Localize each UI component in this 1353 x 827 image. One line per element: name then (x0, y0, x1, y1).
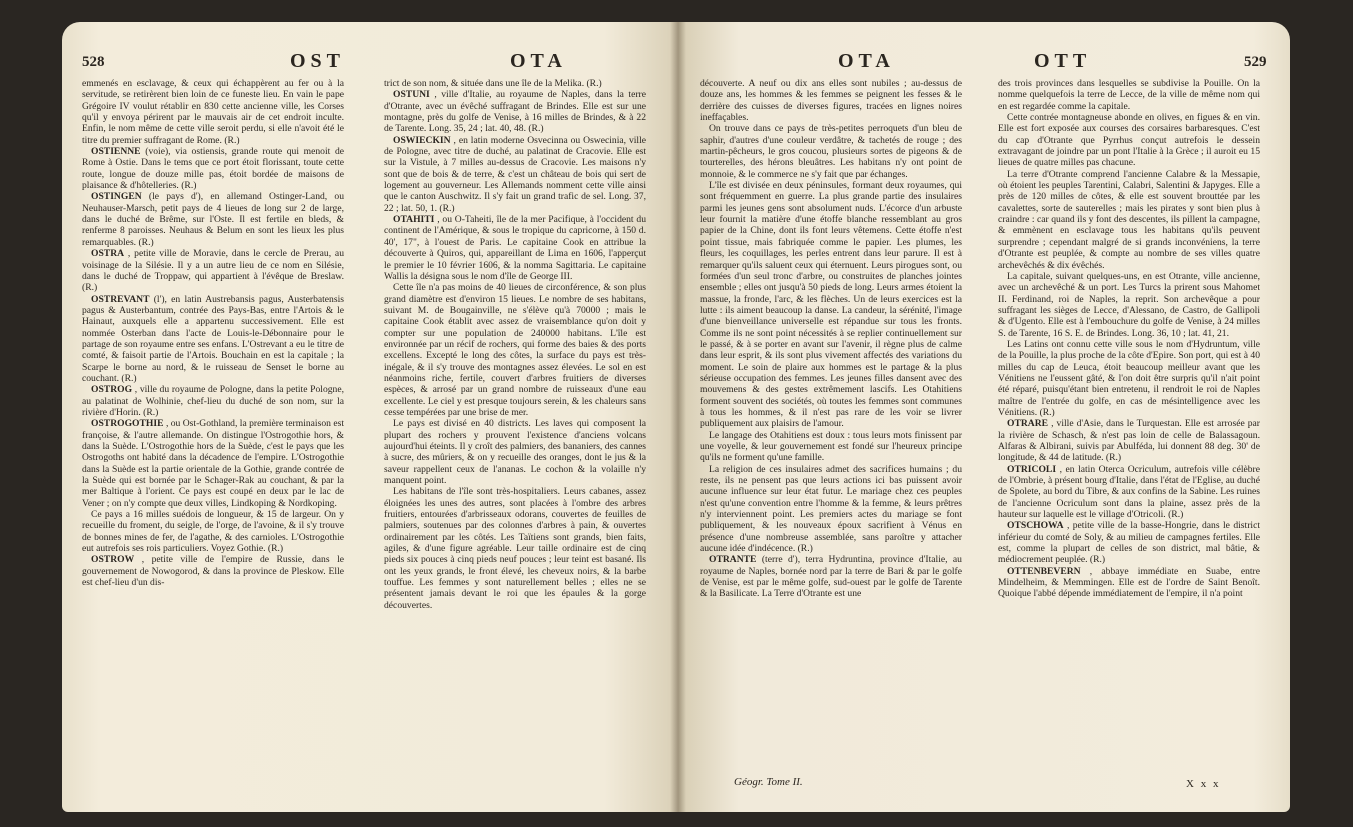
entry-paragraph (998, 520, 1260, 565)
entry-text: Les Latins ont connu cette ville sous le nom d'Hydruntum, ville de la Pouille, la plus proche de la côte d'Epire. Son port, qui est à 40 milles du cap de Leuca, étoit beaucoup meilleur avant que les Vénitiens ne l'eussent gâté, & l'on doit être surpris qu'il n'ait point été réparé, puisqu'étant bien entretenu, il rendroit le roi de Naples maître de l'entrée du golfe, en cas de mésintelligence avec les Vénitiens. (R.) (998, 338, 1260, 418)
entry-paragraph (700, 123, 962, 180)
left-page-header (62, 50, 678, 76)
entry-text: (voie), via ostiensis, grande route qui menoit de Rome à Ostie. Dans le tems que ce port étoit florissant, toute cette route, longue de douze mille pas, étoit bordée de maisons de plaisance & d'hôtelleries. (R.) (82, 146, 344, 192)
entry-paragraph (82, 191, 344, 248)
entry-text: (terre d'), terra Hydruntina, province d'Italie, au royaume de Naples, bornée nord par la terre de Bari & par le golfe de Venise, est par le même golfe, sud-ouest par le golfe de Tarente & la Basilicate. La Terre d'Otrante est une (700, 554, 962, 600)
entry-text: , abbaye immédiate en Suabe, entre Mindelheim, & Memmingen. Elle est de l'ordre de Saint Benoît. Quoique l'abbé dépende immédiatement de l'empire, il n'a point (998, 565, 1260, 600)
text-column-left (82, 78, 344, 788)
entry-paragraph (998, 169, 1260, 271)
entry-text: trict de son nom, & située dans une île de la Melika. (R.) (384, 78, 602, 89)
running-head: OST (290, 50, 346, 72)
entry-text: Le langage des Otahitiens est doux : tous leurs mots finissent par une voyelle, & leur gouvernement est fondé sur l'heureux principe qu'ils ne forment qu'une famille. (700, 429, 962, 464)
running-head: OTA (838, 50, 895, 72)
entry-paragraph (82, 509, 344, 554)
entry-headword: OTRARE (1007, 418, 1049, 430)
entry-paragraph (998, 566, 1260, 600)
entry-text: , ou Ost-Gothland, la première terminaison est françoise, & l'autre allemande. On distingue l'Ostrogothie hors, & dans la Suède. L'Ostrogothie hors de la Suède, c'est le pays que les Ostrogoths ont habité dans la décadence de l'empire. L'Ostrogothie dans la Suède est la partie orientale de la Gothie, grande contrée de la Suède qui est bornée par le Schager-Rak au couchant, & par la mer Baltique à l'orient. Ce pays est coupé en deux par le lac de Vener ; on n'y compte que deux villes, Lindkoping & Nordkoping. (82, 418, 344, 509)
right-page (678, 22, 1290, 812)
entry-text: , ville du royaume de Pologne, dans la petite Pologne, au palatinat de Wolhinie, chef-lieu du duché de son nom, sur la rivière d'Horin. (R.) (82, 384, 344, 418)
entry-paragraph (998, 464, 1260, 521)
entry-paragraph (998, 271, 1260, 339)
entry-text: , en latin moderne Osvecinna ou Osweciniа, ville de Pologne, avec titre de duché, au palatinat de Cracovie. Elle est sur la Vistule, à 7 milles au-dessus de Cracovie. Les maisons n'y sont que de bois & de terre, & c'est un château de bois qui sert de logement au gouverneur. Les Allemands nomment cette ville ainsi que le canton Auschwitz. Il s'y fait un grand trafic de sel. Long. 37, 22 ; lat. 50, 1. (R.) (384, 134, 646, 214)
entry-headword: OSTROG (91, 384, 133, 396)
entry-paragraph (998, 339, 1260, 418)
entry-paragraph (82, 554, 344, 588)
entry-text: , petite ville de l'empire de Russie, dans le gouvernement de Nowogorod, & dans la province de Pleskow. Elle est chef-lieu d'un dis- (82, 554, 344, 589)
entry-paragraph (82, 418, 344, 509)
entry-paragraph (82, 78, 344, 146)
entry-text: (l'), en latin Austrebansis pagus, Austerbatensis pagus & Austerbantum, contrée des Pays-Bas, entre l'Artois & le Hainaut, auxquels elle a appartenu successivement. Elle est nommée Osterban dans l'acte de Louis-le-Débonnaire pour le partage de son royaume entre ses enfans. L'Ostrevant a eu le titre de comté, & faisoit partie de l'Artois. Bouchain en est la capitale ; la Scarpe le borne au nord, & le ruisseau de Senset le borne au couchant. (R.) (82, 293, 344, 384)
entry-text: Cette île n'a pas moins de 40 lieues de circonférence, & son plus grand diamètre est d'environ 15 lieues. Le nombre de ses habitans, suivant M. de Bougainville, ne s'élève qu'à 70000 ; mais le capitaine Cook établit avec assez de vraisemblance qu'on doit y compter sur une population de 240000 habitans. L'île est environnée par un récif de rochers, qui forme des baies & des ports excellens. Excepté le long des côtes, la surface du pays est très-inégale, & il s'y trouve des montagnes assez élevées. Le sol en est néanmoins riche, fertile, couvert d'arbres fruitiers de diverses espèces, & arrosé par un grand nombre de ruisseaux d'une eau excellente. Le ciel y est presque toujours serein, & les chaleurs sans cesse tempérées par une brise de mer. (384, 282, 646, 418)
entry-text: , en latin Oterca Ocriculum, autrefois ville célèbre de l'Ombrie, à présent bourg d'Italie, dans l'état de l'Eglise, au duché de Spolete, au bord du Tibre, & aux confins de la Sabine. Les ruines de l'ancienne Ocriculum sont dans la plaine, assez près de la hauteur sur laquelle est le village d'Otricoli. (R.) (998, 463, 1260, 521)
footer-volume: Géogr. Tome II. (734, 776, 803, 788)
running-head: OTT (1034, 50, 1092, 72)
entry-paragraph (998, 78, 1260, 112)
entry-headword: OTSCHOWA (1007, 520, 1064, 532)
entry-paragraph (82, 248, 344, 293)
entry-text: Cette contrée montagneuse abonde en olives, en figues & en vin. Elle est fort exposée aux courses des corsaires barbaresques. C'est du cap d'Otrante que Pyrrhus conçut autrefois le dessein extravagant de joindre par un pont l'Italie à la Grèce ; il auroit eu 15 lieues de quatre milles pas chacune. (998, 112, 1260, 169)
entry-headword: OSTROGOTHIE (91, 418, 164, 430)
entry-headword: OSTREVANT (91, 293, 150, 305)
entry-text: La terre d'Otrante comprend l'ancienne Calabre & la Messapie, où étoient les peuples Tarentini, Calabri, Salentini & Japyges. Elle a près de 120 milles de côtes, & elle est souvent brouttée par les cavalettes, sorte de sauterelles ; mais les pirates y sont bien plus à craindre : car quand ils y font des descentes, ils pillent la campagne, & emmènent en esclavage tous les habitans qu'ils peuvent surprendre ; cependant malgré de si grands inconvéniens, la terre d'Otrante est peuplée, & compte au nombre de ses villes quatre archevêchés & dix évêchés. (998, 168, 1260, 271)
entry-headword: OSTROW (91, 554, 135, 566)
signature-mark: X x x (1186, 778, 1221, 790)
page-number: 528 (82, 54, 105, 70)
entry-text: découverte. A neuf ou dix ans elles sont nubiles ; au-dessus de douze ans, les hommes & les femmes se peignent les fesses & le derrière des cuisses de diverses figures, tracées en lignes noires ineffaçables. (700, 78, 962, 124)
entry-text: des trois provinces dans lesquelles se subdivise la Pouille. On la nomme quelquefois la terre de Lecce, de la ville de même nom qui en est regardée comme la capitale. (998, 78, 1260, 112)
entry-headword: OSWIECKIN (393, 134, 451, 146)
entry-paragraph (700, 180, 962, 430)
left-page (62, 22, 678, 812)
entry-paragraph (700, 78, 962, 123)
entry-text: Les habitans de l'île sont très-hospitaliers. Leurs cabanes, assez éloignées les unes des autres, sont placées à l'ombre des arbres fruitiers, entourées d'arbrisseaux odorans, couvertes de feuilles de palmiers, soutenues par des colonnes d'arbres à pain, & ouvertes ordinairement par les côtés. Les Taïtiens sont grands, bien faits, agiles, & d'une figure agréable. Leur taille ordinaire est de cinq pieds six pouces à cinq pieds neuf pouces ; leur teint est basané. Ils ont les yeux grands, le front élevé, les cheveux noirs, & la barbe touffue. Les femmes y sont naturellement belles ; elles ne se présentent jamais devant le roi que les épaules & la gorge découvertes. (384, 486, 646, 611)
page-number: 529 (1244, 54, 1267, 70)
entry-text: On trouve dans ce pays de très-petites perroquets d'un bleu de saphir, d'autres d'une couleur verdâtre, & tachetés de rouge ; des martin-pêcheurs, le gros coucou, plusieurs sortes de pigeons & de tourterelles, des hérons bleuâtres. Les habitans n'y ont point de monnoie, & le commerce ne s'y fait que par échanges. (700, 123, 962, 180)
running-head: OTA (510, 50, 567, 72)
entry-paragraph (700, 430, 962, 464)
entry-text: , petite ville de Moravie, dans le cercle de Prerau, au voisinage de la Silésie. Il y a un autre lieu de ce nom en Silésie, dans le duché de Troppaw, qui appartient à l'évêque de Breslaw. (R.) (82, 248, 344, 294)
entry-headword: OSTIENNE (91, 146, 141, 158)
entry-paragraph (82, 384, 344, 418)
entry-text: Le pays est divisé en 40 districts. Les laves qui composent la plupart des rochers y prouvent l'existence d'anciens volcans aujourd'hui éteints. Il y croît des palmiers, des bananiers, des cannes à sucre, des mûriers, & on y recueille des oranges, dont le jus & la saveur rappellent ceux de l'ananas. Le cochon & la volaille n'y manquent point. (384, 418, 646, 487)
entry-paragraph (998, 112, 1260, 169)
entry-headword: OSTUNI (393, 89, 430, 101)
entry-headword: OTRICOLI (1007, 463, 1057, 475)
right-page-header (678, 50, 1290, 76)
entry-paragraph (700, 554, 962, 599)
entry-paragraph (384, 135, 646, 214)
entry-text: , ville d'Asie, dans le Turquestan. Elle est arrosée par la rivière de Schasch, & n'est pas loin de celle de Balassagoun. Alfaras & Albirani, suivis par Abulféda, lui donnent 88 deg. 30' de longitude, & 44 de latitude. (R.) (998, 418, 1260, 464)
entry-paragraph (384, 89, 646, 134)
book-gutter (670, 22, 686, 812)
entry-paragraph (384, 78, 646, 89)
entry-paragraph (384, 214, 646, 282)
entry-text: L'île est divisée en deux péninsules, formant deux royaumes, qui sont fréquemment en guerre. La plus grande partie des insulaires parmi les jeunes gens sont absolument nuds. L'écorce d'un arbuste leur fournit la matière d'une étoffe blanche ressemblant au gros papier de la Chine, dont ils font leurs vêtemens. Cette étoffe n'est point tissue, mais fabriquée comme le papier. Les plumes, les fleurs, les coquillages, les perles entrent dans leur parure. Il est à remarquer qu'ils saluent ceux qui éternuent. Leurs pirogues sont, ou formées d'un seul tronc d'arbre, ou construites de planches jointes ensemble ; elles ont jusqu'à 50 pieds de long. Leurs armes étoient la massue, la fronde, l'arc, & les flèches. Un de leurs exercices est la lutte : ils aiment beaucoup la danse. La candeur, la sérénité, l'image d'une bienveillance universelle est répandue sur tous les fronts. Comme ils ne sont point nécessités à se replier continuellement sur le passé, & à se porter en avant sur l'avenir, il règne plus de calme dans leur esprit, & ils sont plus vivement affectés des variations du moment. Le soin de plaire aux hommes est le partage & la plus sérieuse occupation des femmes. Les jeunes filles dansent avec des mouvemens & des gestes extrêmement lascifs. Les Otahitiens forment souvent des sociétés, où toutes les femmes sont communes à tous les hommes, & il n'est pas rare de les voir se livrer publiquement aux plaisirs de l'amour. (700, 180, 962, 430)
entry-headword: OTAHITI (393, 214, 435, 226)
entry-headword: OTRANTE (709, 554, 757, 566)
entry-paragraph (384, 486, 646, 611)
entry-paragraph (384, 282, 646, 418)
entry-text: La religion de ces insulaires admet des sacrifices humains ; du reste, ils ne pensent pas que leurs actions ici bas puissent avoir aucune influence sur leur état futur. Le mariage chez ces peuples n'est qu'une convention entre l'homme & la femme, & leurs prêtres n'y interviennent point. Les premiers actes du mariage se font publiquement, & les nouveaux époux sacrifient à Vénus en présence d'une nombreuse assemblée, sans paroître y attacher aucune idée d'indécence. (R.) (700, 463, 962, 555)
entry-headword: OSTINGEN (91, 191, 142, 203)
entry-paragraph (384, 418, 646, 486)
text-column-left (700, 78, 962, 772)
entry-headword: OTTENBEVERN (1007, 565, 1081, 577)
entry-text: , ou O-Taheiti, île de la mer Pacifique, à l'occident du continent de l'Amérique, & sous le tropique du capricorne, à 150 d. 40', 17", à l'ouest de Paris. Le capitaine Cook en attribue la découverte à Quiros, qui, appareillant de Lima en 1606, l'apperçut le premier le 10 février 1606, & la nomma Sagittaria. Le capitaine Wallis la désigna sous le nom d'île de George III. (384, 214, 646, 282)
entry-text: (le pays d'), en allemand Ostinger-Land, ou Neuhauser-Marsch, petit pays de 4 lieues de long sur 2 de large, dans le duché de Brême, sur l'Oste. Il est fertile en bleds, & renferme 8 paroisses. Neuhaus & Belum en sont les lieux les plus remarquables. (R.) (82, 191, 344, 248)
entry-paragraph (82, 294, 344, 385)
entry-paragraph (82, 146, 344, 191)
entry-text: , ville d'Italie, au royaume de Naples, dans la terre d'Otrante, avec un évêché suffragant de Brindes. Elle est sur une montagne, près du golfe de Venise, à 16 milles de Brindes, & à 22 de Tarente. Long. 35, 24 ; lat. 40, 48. (R.) (384, 89, 646, 135)
entry-text: Ce pays a 16 milles suédois de longueur, & 15 de largeur. On y recueille du froment, du seigle, de l'orge, de l'avoine, & il s'y trouve de bonnes mines de fer, de l'agathe, & des carnioles. L'Ostrogothie eut autrefois ses rois particuliers. Voyez Gothie. (R.) (82, 509, 344, 555)
entry-headword: OSTRA (91, 248, 125, 260)
entry-text: La capitale, suivant quelques-uns, en est Otrante, ville ancienne, avec un archevêché & un port. Les Turcs la prirent sous Mahomet II. Ferdinand, roi de Naples, la reprit. Son archevêque a pour suffragant les sièges de Lecce, d'Alessano, de Castro, de Gallipoli & d'Ugento. Elle est à l'embouchure du golfe de Venise, à 24 milles S. de Tarente, 16 S. E. de Brindes. Long. 36, 10 ; lat. 41, 21. (998, 270, 1260, 339)
entry-text: , petite ville de la basse-Hongrie, dans le district inférieur du comté de Soly, & au milieu de campagnes fertiles. Elle est, comme la plupart de celles de son district, mal bâtie, & médiocrement peuplée. (R.) (998, 520, 1260, 566)
entry-paragraph (998, 418, 1260, 463)
text-column-right (384, 78, 646, 788)
text-column-right (998, 78, 1260, 774)
entry-text: emmenés en esclavage, & ceux qui échappèrent au fer ou à la servitude, se retirèrent bien loin de ce funeste lieu. En vain le pape Grégoire IV voulut rétablir en 830 cette ancienne ville, les Corses qu'il y envoya périrent par le mauvais air de cet endroit inculte. Enfin, le nom même de cette ville seroit perdu, si elle n'avoit été le titre du premier suffragant de Rome. (R.) (82, 78, 344, 146)
entry-paragraph (700, 464, 962, 555)
